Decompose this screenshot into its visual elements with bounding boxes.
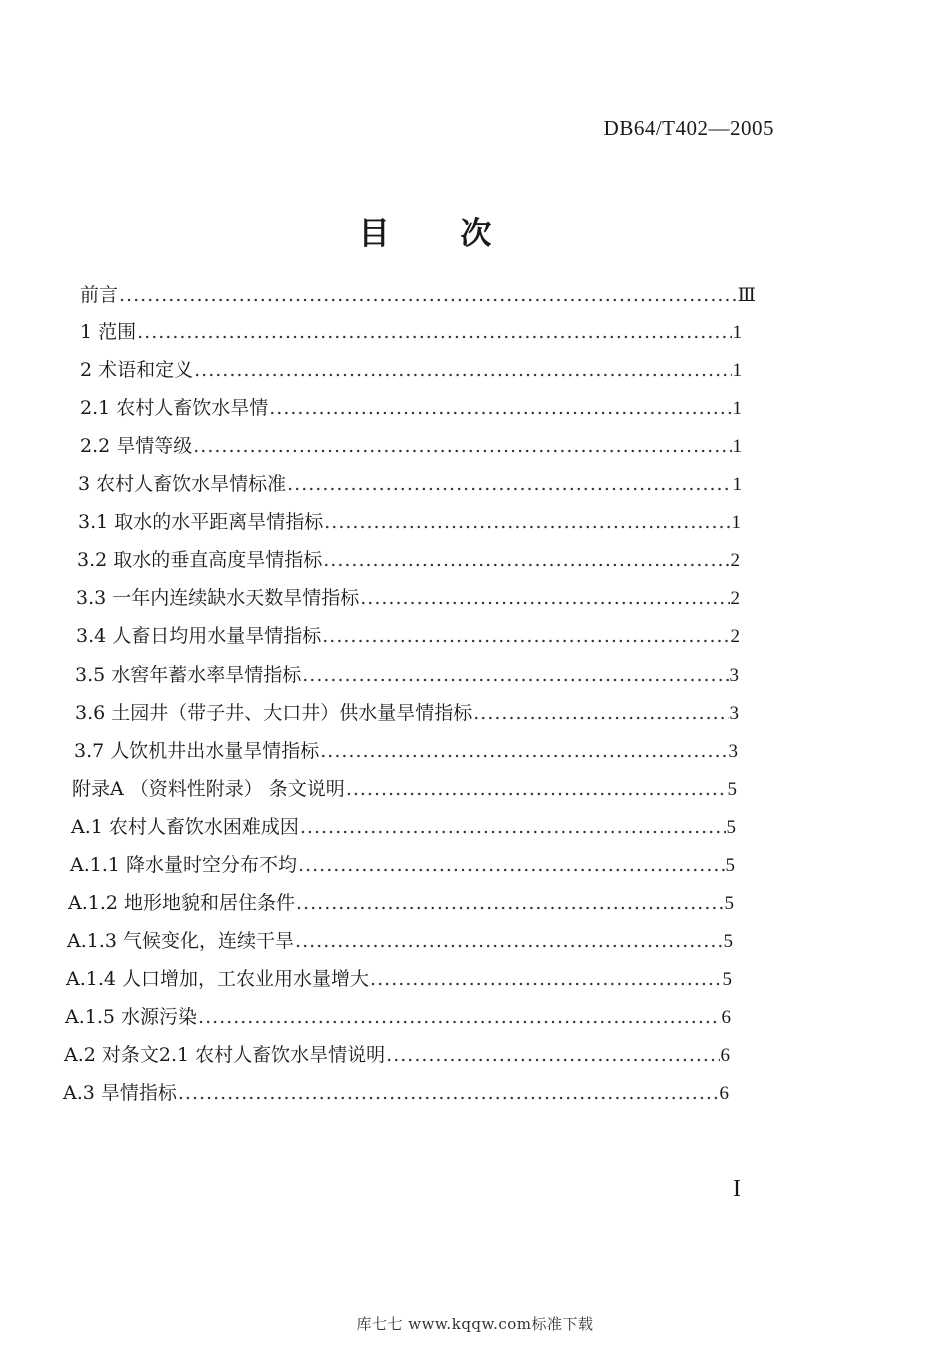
toc-label: 3 农村人畜饮水旱情标准 <box>78 473 287 495</box>
toc-leader-dots <box>360 583 729 613</box>
toc-label: 3.5 水窖年蓄水率旱情指标 <box>75 664 302 686</box>
toc-page-number: 6 <box>720 1045 730 1066</box>
page-title: 目 次 <box>358 216 522 252</box>
toc-leader-dots <box>298 850 724 880</box>
toc-entry-foreword[interactable] <box>80 280 756 310</box>
toc-leader-dots <box>137 317 731 347</box>
toc-label: 2.1 农村人畜饮水旱情 <box>80 397 269 419</box>
toc-page-number: 5 <box>723 931 733 952</box>
toc-page-number: 1 <box>732 398 742 419</box>
toc-leader-dots <box>320 736 727 766</box>
toc-page-number: 2 <box>730 626 740 647</box>
toc-entry-a-3[interactable] <box>63 1078 729 1108</box>
toc-entry-a-1-1[interactable] <box>70 850 735 880</box>
toc-leader-dots <box>287 469 731 499</box>
toc-leader-dots <box>302 660 728 690</box>
toc-leader-dots <box>194 355 731 385</box>
toc-entry-a-1-4[interactable] <box>66 964 732 994</box>
toc-label: A.1.2 地形地貌和居住条件 <box>68 892 296 914</box>
toc-label: 3.1 取水的水平距离旱情指标 <box>78 511 324 533</box>
page-number: I <box>733 1176 741 1202</box>
toc-label: 1 范围 <box>80 321 137 343</box>
toc-leader-dots <box>119 280 737 310</box>
toc-page-number: 1 <box>732 322 742 343</box>
toc-leader-dots <box>300 812 726 842</box>
toc-entry-a-1-5[interactable] <box>65 1002 731 1032</box>
toc-entry-appendix-a[interactable] <box>72 774 737 804</box>
toc-leader-dots <box>473 698 728 728</box>
toc-entry-2-1[interactable] <box>80 393 742 423</box>
toc-page-number: 2 <box>730 588 740 609</box>
toc-page-number: 3 <box>729 703 739 724</box>
toc-page-number: 5 <box>722 969 732 990</box>
footer-watermark: 库七七 www.kqqw.com标准下载 <box>356 1315 594 1333</box>
toc-page-number: 1 <box>732 474 742 495</box>
toc-label: 附录A （资料性附录） 条文说明 <box>72 778 345 800</box>
toc-label: 3.2 取水的垂直高度旱情指标 <box>77 549 323 571</box>
toc-entry-a-1-3[interactable] <box>67 926 733 956</box>
toc-leader-dots <box>323 545 729 575</box>
toc-label: A.1 农村人畜饮水困难成因 <box>71 816 299 838</box>
toc-label: A.1.5 水源污染 <box>65 1006 198 1028</box>
toc-leader-dots <box>178 1078 719 1108</box>
toc-label: 3.6 土园井（带子井、大口井）供水量旱情指标 <box>75 702 473 724</box>
toc-leader-dots <box>386 1040 719 1070</box>
toc-entry-3-6[interactable] <box>75 698 739 728</box>
toc-label: A.3 旱情指标 <box>63 1082 177 1104</box>
toc-entry-2[interactable] <box>80 355 742 385</box>
toc-entry-3[interactable] <box>78 469 742 499</box>
toc-entry-3-1[interactable] <box>78 507 741 537</box>
toc-page-number: 5 <box>724 893 734 914</box>
toc-leader-dots <box>346 774 727 804</box>
toc-leader-dots <box>370 964 721 994</box>
toc-leader-dots <box>269 393 731 423</box>
toc-page-number: 5 <box>726 817 736 838</box>
toc-label: A.2 对条文2.1 农村人畜饮水旱情说明 <box>64 1044 386 1066</box>
toc-label: A.1.3 气候变化，连续干旱 <box>67 930 295 952</box>
toc-page-number: 1 <box>732 360 742 381</box>
toc-label: 3.4 人畜日均用水量旱情指标 <box>76 625 322 647</box>
toc-page-number: 3 <box>728 741 738 762</box>
toc-label: 前言 <box>80 284 119 306</box>
toc-entry-a-2[interactable] <box>64 1040 730 1070</box>
toc-leader-dots <box>324 507 730 537</box>
toc-leader-dots <box>193 431 731 461</box>
toc-entry-3-7[interactable] <box>74 736 738 766</box>
toc-label: A.1.1 降水量时空分布不均 <box>70 854 298 876</box>
toc-leader-dots <box>295 926 722 956</box>
toc-entry-1[interactable] <box>80 317 742 347</box>
toc-label: 3.3 一年内连续缺水天数旱情指标 <box>76 587 360 609</box>
toc-page-number: 3 <box>729 665 739 686</box>
toc-page-number: 2 <box>730 550 740 571</box>
toc-page-number: Ⅲ <box>737 285 756 306</box>
table-of-contents <box>0 280 950 1120</box>
toc-page-number: 5 <box>725 855 735 876</box>
toc-page-number: 6 <box>719 1083 729 1104</box>
toc-entry-a-1[interactable] <box>71 812 736 842</box>
toc-label: 3.7 人饮机井出水量旱情指标 <box>74 740 320 762</box>
toc-page-number: 6 <box>721 1007 731 1028</box>
toc-entry-3-3[interactable] <box>76 583 740 613</box>
toc-label: 2.2 旱情等级 <box>80 435 193 457</box>
toc-entry-2-2[interactable] <box>80 431 742 461</box>
toc-leader-dots <box>322 621 729 651</box>
toc-leader-dots <box>296 888 723 918</box>
toc-label: A.1.4 人口增加，工农业用水量增大 <box>66 968 370 990</box>
toc-label: 2 术语和定义 <box>80 359 194 381</box>
toc-entry-a-1-2[interactable] <box>68 888 734 918</box>
toc-page-number: 1 <box>731 512 741 533</box>
toc-page-number: 5 <box>727 779 737 800</box>
toc-entry-3-4[interactable] <box>76 621 740 651</box>
toc-leader-dots <box>198 1002 720 1032</box>
document-code: DB64/T402—2005 <box>603 116 774 140</box>
toc-entry-3-2[interactable] <box>77 545 740 575</box>
toc-entry-3-5[interactable] <box>75 660 739 690</box>
toc-page-number: 1 <box>732 436 742 457</box>
